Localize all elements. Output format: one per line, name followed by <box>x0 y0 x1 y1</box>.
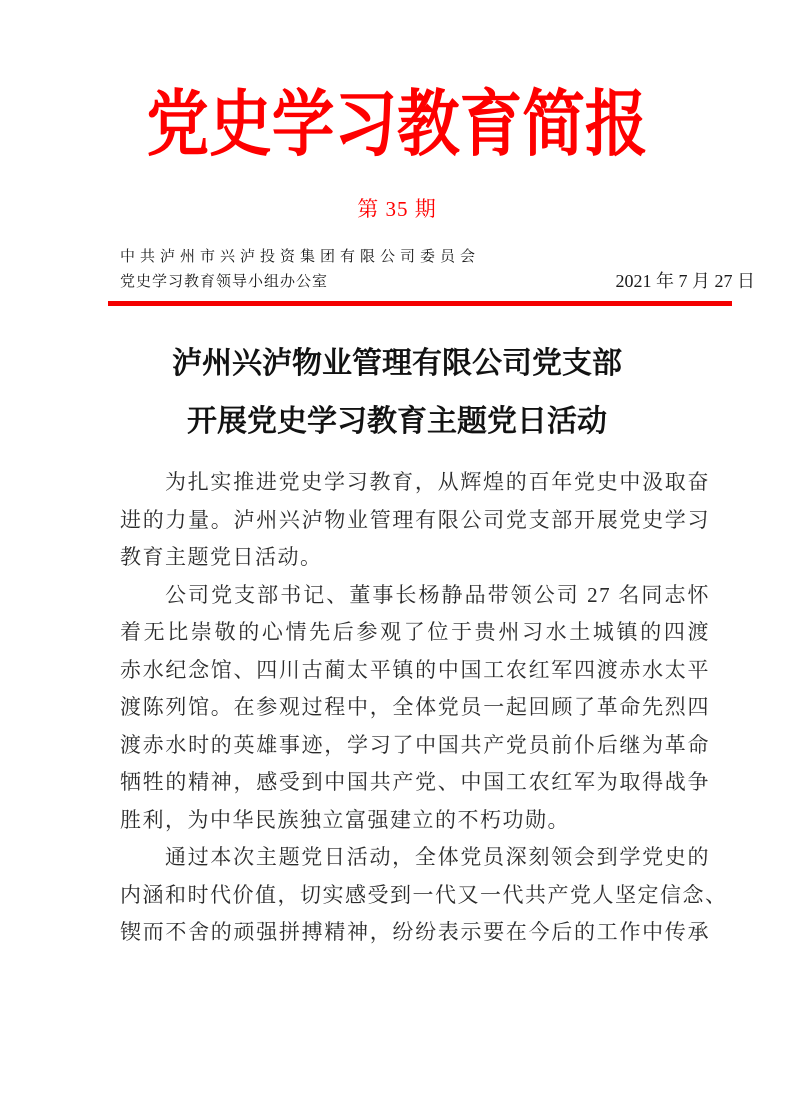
issue-date: 2021 年 7 月 27 日 <box>615 271 755 291</box>
headline-line-1: 泸州兴泸物业管理有限公司党支部 <box>172 347 622 380</box>
body-line: 教育主题党日活动。 <box>120 545 323 569</box>
body-line: 锲而不舍的顽强拼搏精神，纷纷表示要在今后的工作中传承 <box>120 920 710 944</box>
body-line: 渡赤水时的英雄事迹，学习了中国共产党员前仆后继为革命 <box>120 732 710 757</box>
body-line: 牺牲的精神，感受到中国共产党、中国工农红军为取得战争 <box>120 770 710 794</box>
issuer-line-1: 中共泸州市兴泸投资集团有限公司委员会 <box>120 249 481 265</box>
body-line: 进的力量。泸州兴泸物业管理有限公司党支部开展党史学习 <box>120 507 710 532</box>
body-line: 着无比崇敬的心情先后参观了位于贵州习水土城镇的四渡 <box>120 620 710 644</box>
headline-line-2: 开展党史学习教育主题党日活动 <box>187 405 607 438</box>
article-body <box>120 464 728 952</box>
body-line: 赤水纪念馆、四川古蔺太平镇的中国工农红军四渡赤水太平 <box>120 657 710 682</box>
body-line: 内涵和时代价值，切实感受到一代又一代共产党人坚定信念、 <box>120 882 728 907</box>
header-row <box>120 245 755 295</box>
issuer-line-2: 党史学习教育领导小组办公室 <box>120 274 329 290</box>
body-line: 通过本次主题党日活动，全体党员深刻领会到学党史的 <box>165 845 710 869</box>
masthead-title: 党史学习教育简报 <box>146 85 648 165</box>
red-divider-rule <box>108 301 732 306</box>
issue-number: 第 35 期 <box>357 197 437 221</box>
body-line: 胜利，为中华民族独立富强建立的不朽功勋。 <box>120 807 570 832</box>
article-headline <box>0 335 794 451</box>
issuer-block <box>120 245 480 295</box>
body-line: 公司党支部书记、董事长杨静品带领公司 27 名同志怀 <box>165 582 710 607</box>
body-line: 渡陈列馆。在参观过程中，全体党员一起回顾了革命先烈四 <box>120 695 710 719</box>
body-line: 为扎实推进党史学习教育，从辉煌的百年党史中汲取奋 <box>165 470 710 494</box>
